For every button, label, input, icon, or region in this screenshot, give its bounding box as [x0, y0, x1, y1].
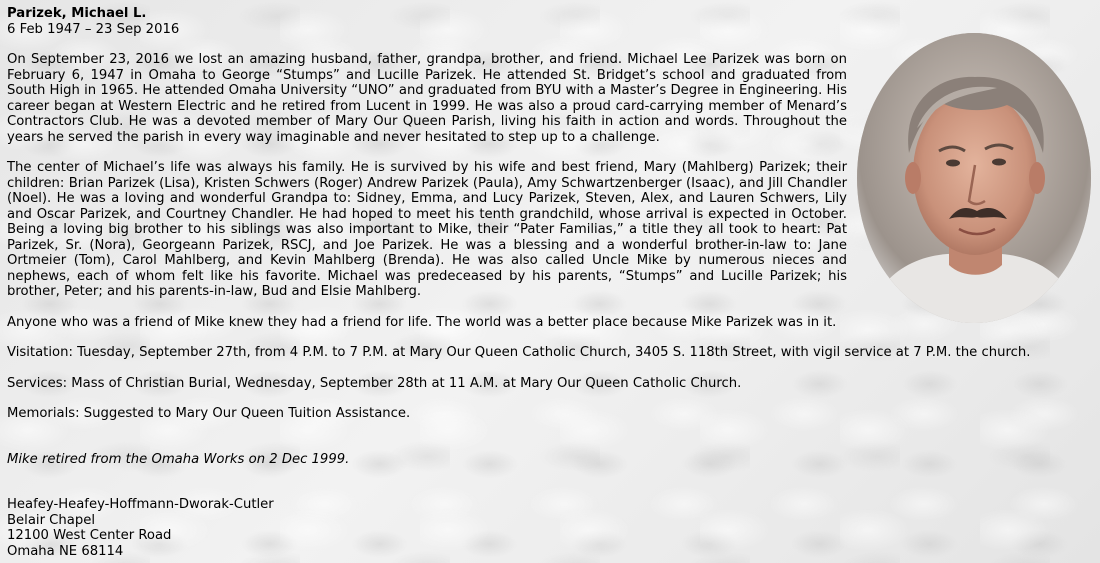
left-ear [905, 162, 921, 194]
left-eye [946, 160, 960, 167]
portrait-photo [857, 33, 1091, 323]
portrait-illustration [857, 33, 1091, 323]
deceased-name: Parizek, Michael L. [7, 6, 147, 21]
friend-line: Anyone who was a friend of Mike knew they had a friend for life. The world was a better place because Mike Parizek was in it. [7, 314, 837, 330]
biography-paragraph: On September 23, 2016 we lost an amazing husband, father, grandpa, brother, and friend. Michael Lee Parizek was born on February 6, 1947 in Omaha to George “Stumps” and Lucille Parizek. He attended St. Bridget’s school and graduated from South High in 1965. He attended Omaha University “UNO” and graduated from BYU with a Master’s Degree in Engineering. His career began at Western Electric and he retired from Lucent in 1999. He was also a proud card-carrying member of Menard’s Contractors Club. He was a devoted member of Mary Our Queen Parish, living his faith in action and words. Throughout the years he served the parish in every way imaginable and never hesitated to step up to a challenge. [7, 52, 847, 145]
funeral-home-address [7, 497, 1093, 559]
retirement-note: Mike retired from the Omaha Works on 2 Dec 1999. [7, 451, 350, 467]
street-address: 12100 West Center Road [7, 528, 172, 543]
right-ear [1029, 162, 1045, 194]
right-eye [992, 159, 1006, 166]
face [913, 91, 1037, 255]
details-section [7, 315, 1093, 422]
life-dates: 6 Feb 1947 – 23 Sep 2016 [7, 21, 180, 37]
services-info: Services: Mass of Christian Burial, Wednesday, September 28th at 11 A.M. at Mary Our Queen Catholic Church. [7, 375, 742, 391]
obituary-body [7, 52, 847, 300]
family-paragraph: The center of Michael’s life was always his family. He is survived by his wife and best friend, Mary (Mahlberg) Parizek; their children: Brian Parizek (Lisa), Kristen Schwers (Roger) Andrew Parizek (Paula), Amy Schwartzenberger (Isaac), and Jill Chandler (Noel). He was a loving and wonderful Grandpa to: Sidney, Emma, and Lucy Parizek, Steven, Alex, and Lauren Schwers, Lily and Oscar Parizek, and Courtney Chandler. He had hoped to meet his tenth grandchild, whose arrival is expected in October. Being a loving big brother to his siblings was also important to Mike, their “Pater Familias,” a title they all took to heart: Pat Parizek, Sr. (Nora), Georgeann Parizek, RSCJ, and Joe Parizek. He was a blessing and a wonderful brother-in-law to: Jane Ortmeier (Tom), Carol Mahlberg, and Kevin Mahlberg (Brenda). He was also called Uncle Mike by numerous nieces and nephews, each of whom felt like his favorite. Michael was predeceased by his parents, “Stumps” and Lucille Parizek; his brother, Peter; and his parents-in-law, Bud and Elsie Mahlberg. [7, 160, 847, 299]
city-state-zip: Omaha NE 68114 [7, 543, 124, 559]
visitation-info: Visitation: Tuesday, September 27th, from 4 P.M. to 7 P.M. at Mary Our Queen Catholic Church, 3405 S. 118th Street, with vigil service at 7 P.M. the church. [7, 345, 1031, 360]
chapel-name: Belair Chapel [7, 512, 95, 528]
funeral-home-name: Heafey-Heafey-Hoffmann-Dworak-Cutler [7, 497, 274, 512]
memorials-info: Memorials: Suggested to Mary Our Queen Tuition Assistance. [7, 406, 411, 421]
